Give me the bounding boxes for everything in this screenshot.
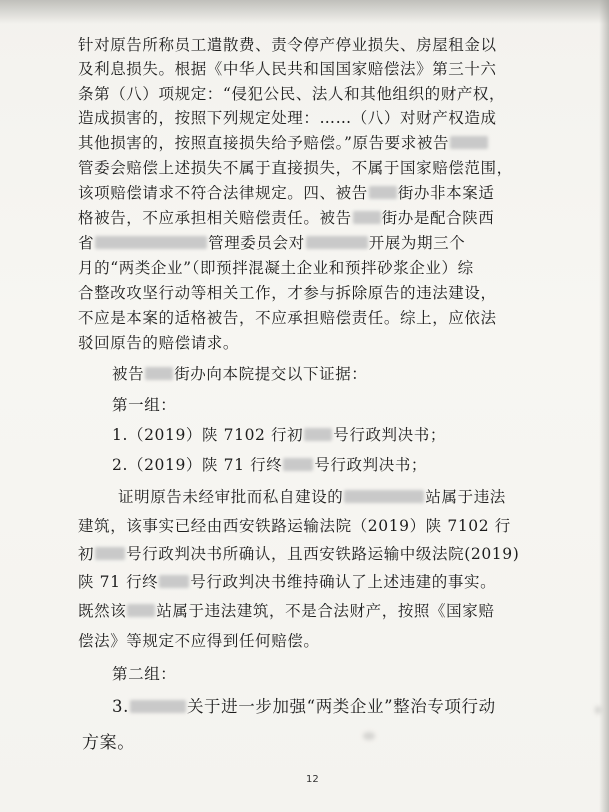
redacted-mark xyxy=(159,575,189,588)
text-line-25: 3. 关于进一步加强“两类企业”整治专项行动 xyxy=(112,697,496,716)
redacted-mark xyxy=(306,236,368,249)
redacted-mark xyxy=(344,490,424,503)
text-line-14: 被告 街办向本院提交以下证据： xyxy=(112,365,368,383)
redacted-mark xyxy=(450,136,488,149)
text-line-21: 陕 71 行终 号行政判决书维持确认了上述违建的事实。 xyxy=(78,573,497,591)
scan-shadow-top xyxy=(0,0,609,24)
text-line-6: 管委会赔偿上述损失不属于直接损失，不属于国家赔偿范围， xyxy=(78,159,513,177)
page-number: 12 xyxy=(306,774,319,785)
text-line-4: 造成损害的，按照下列规定处理：……（八）对财产权造成 xyxy=(78,109,497,127)
text-line-9: 省 管理委员会对 开展为期三个 xyxy=(78,234,466,252)
text-line-10: 月的“两类企业”（即预拌混凝土企业和预拌砂浆企业）综 xyxy=(78,259,474,277)
redacted-mark xyxy=(369,186,397,199)
text-line-24: 第二组： xyxy=(112,665,177,683)
redacted-mark xyxy=(95,236,207,249)
text-line-19: 建筑，该事实已经由西安铁路运输法院（2019）陕 7102 行 xyxy=(78,517,511,535)
redacted-mark xyxy=(127,604,155,617)
text-line-17: 2.（2019）陕 71 行终 号行政判决书； xyxy=(112,456,428,474)
redacted-mark xyxy=(145,367,173,380)
text-line-13: 驳回原告的赔偿请求。 xyxy=(78,334,240,352)
text-line-11: 合整改攻坚行动等相关工作，才参与拆除原告的违法建设， xyxy=(78,284,497,302)
text-line-5: 其他损害的，按照直接损失给予赔偿。”原告要求被告 xyxy=(78,133,489,153)
text-line-26: 方案。 xyxy=(82,733,135,753)
text-line-15: 第一组： xyxy=(112,396,177,414)
text-line-8: 格被告，不应承担相关赔偿责任。被告 街办是配合陕西 xyxy=(78,209,495,227)
redacted-mark xyxy=(353,211,381,224)
text-line-16: 1.（2019）陕 7102 行初 号行政判决书； xyxy=(112,426,446,444)
scan-smudge xyxy=(363,732,375,740)
redacted-mark xyxy=(130,700,186,713)
redacted-mark xyxy=(283,458,313,471)
text-line-7: 该项赔偿请求不符合法律规定。四、被告 街办非本案适 xyxy=(78,184,495,202)
redacted-mark xyxy=(304,428,332,441)
text-line-2: 及利息损失。根据《中华人民共和国国家赔偿法》第三十六 xyxy=(78,60,497,78)
text-line-23: 偿法》等规定不应得到任何赔偿。 xyxy=(78,632,320,650)
text-line-3: 条第（八）项规定：“侵犯公民、法人和其他组织的财产权， xyxy=(78,85,506,103)
text-line-12: 不应是本案的适格被告，不应承担赔偿责任。综上，应依法 xyxy=(78,309,497,327)
text-line-20: 初 号行政判决书所确认，且西安铁路运输中级法院(2019) xyxy=(78,545,520,563)
text-line-18: 证明原告未经审批而私自建设的 站属于违法 xyxy=(118,488,506,506)
text-line-22: 既然该 站属于违法建筑，不是合法财产，按照《国家赔 xyxy=(78,602,495,620)
scan-smudge xyxy=(595,706,601,714)
scan-shadow-right xyxy=(599,0,609,812)
text-line-1: 针对原告所称员工遣散费、责令停产停业损失、房屋租金以 xyxy=(78,36,497,54)
redacted-mark xyxy=(95,547,125,560)
